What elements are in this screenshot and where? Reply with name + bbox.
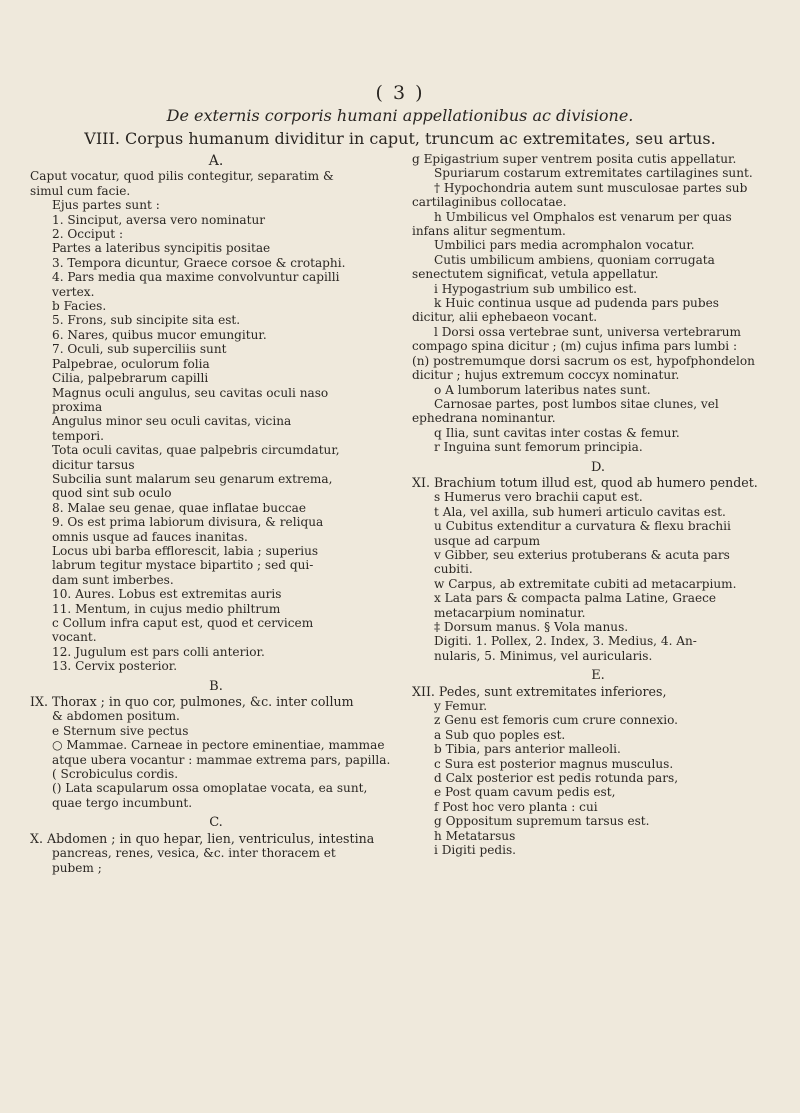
text-line: () Lata scapularum ossa omoplatae vocata, ea sunt, xyxy=(52,781,368,796)
text-line: infans alitur segmentum. xyxy=(412,224,566,239)
text-line: h Umbilicus vel Omphalos est venarum per quas xyxy=(434,209,732,224)
text-line: e Post quam cavum pedis est, xyxy=(434,785,616,800)
text-line: g Epigastrium super ventrem posita cutis appellatur. xyxy=(412,152,737,166)
text-line: 9. Os est prima labiorum divisura, & reliqua xyxy=(52,515,324,530)
section-b-text xyxy=(30,695,402,810)
text-line: o A lumborum lateribus nates sunt. xyxy=(434,382,651,397)
text-line: Cilia, palpebrarum capilli xyxy=(52,371,209,386)
text-line: r Inguina sunt femorum principia. xyxy=(434,440,643,455)
text-line: 5. Frons, sub sincipite sita est. xyxy=(52,313,241,328)
text-line: Partes a lateribus syncipitis positae xyxy=(52,241,271,256)
text-line: Caput vocatur, quod pilis contegitur, separatim & xyxy=(30,169,334,184)
text-line: Spuriarum costarum extremitates cartilagines sunt. xyxy=(434,166,753,181)
text-line: Tota oculi cavitas, quae palpebris circumdatur, xyxy=(52,443,340,458)
text-line: & abdomen positum. xyxy=(52,709,180,724)
section-d-heading: D. xyxy=(590,459,606,475)
text-line: atque ubera vocantur : mammae extrema pars, papilla. xyxy=(52,752,391,767)
text-line: vertex. xyxy=(52,284,95,299)
text-line: Locus ubi barba efflorescit, labia ; superius xyxy=(52,543,319,558)
text-line: quae tergo incumbunt. xyxy=(52,795,193,810)
page-number: ( 3 ) xyxy=(375,82,425,104)
text-line: senectutem significat, vetula appellatur. xyxy=(412,267,659,282)
text-line: f Post hoc vero planta : cui xyxy=(434,799,598,814)
section-b-heading: B. xyxy=(209,678,223,694)
text-line: dicitur ; hujus extremum coccyx nominatur. xyxy=(412,368,680,383)
text-line: cartilaginibus collocatae. xyxy=(412,195,567,210)
section-e-heading: E. xyxy=(591,668,605,684)
text-line: Magnus oculi angulus, seu cavitas oculi naso xyxy=(52,385,329,400)
text-line: ( Scrobiculus cordis. xyxy=(52,767,179,782)
text-line: vocant. xyxy=(52,630,97,645)
text-line: y Femur. xyxy=(434,699,488,714)
text-line: w Carpus, ab extremitate cubiti ad metacarpium. xyxy=(434,576,737,591)
text-line: † Hypochondria autem sunt musculosae partes sub xyxy=(434,180,748,195)
text-line: Carnosae partes, post lumbos sitae clunes, vel xyxy=(434,396,719,411)
text-line: b Tibia, pars anterior malleoli. xyxy=(434,742,621,757)
text-line: ephedrana nominantur. xyxy=(412,411,556,426)
text-line: b Facies. xyxy=(52,299,107,314)
text-line: x Lata pars & compacta palma Latine, Graece xyxy=(434,591,717,606)
text-line: u Cubitus extenditur a curvatura & flexu brachii xyxy=(434,519,731,534)
text-line: ‡ Dorsum manus. § Vola manus. xyxy=(434,620,629,634)
text-line: z Genu est femoris cum crure connexio. xyxy=(434,713,678,728)
text-line: t Ala, vel axilla, sub humeri articulo cavitas est. xyxy=(434,504,726,519)
text-line: e Sternum sive pectus xyxy=(52,723,189,738)
text-line: dam sunt imberbes. xyxy=(52,572,174,587)
text-line: Ejus partes sunt : xyxy=(52,198,160,213)
section-subtitle: VIII. Corpus humanum dividitur in caput, truncum ac extremitates, seu artus. xyxy=(84,129,716,148)
text-line: X. Abdomen ; in quo hepar, lien, ventriculus, intestina xyxy=(30,830,375,846)
text-line: c Sura est posterior magnus musculus. xyxy=(434,756,674,771)
text-line: s Humerus vero brachii caput est. xyxy=(434,490,643,505)
text-line: quod sint sub oculo xyxy=(52,486,172,501)
text-line: 11. Mentum, in cujus medio philtrum xyxy=(52,601,281,616)
text-line: metacarpium nominatur. xyxy=(434,605,586,620)
text-line: 12. Jugulum est pars colli anterior. xyxy=(52,644,265,659)
text-line: 8. Malae seu genae, quae inflatae buccae xyxy=(52,500,306,515)
trunk-text xyxy=(412,152,784,455)
text-line: l Dorsi ossa vertebrae sunt, universa vertebrarum xyxy=(434,324,742,339)
text-line: (n) postremumque dorsi sacrum os est, hypofphondelon xyxy=(412,353,755,368)
text-line: 3. Tempora dicuntur, Graece corsoe & crotaphi. xyxy=(52,255,346,270)
text-line: g Oppositum supremum tarsus est. xyxy=(434,814,650,829)
section-e-text xyxy=(412,685,784,858)
text-line: nularis, 5. Minimus, vel auricularis. xyxy=(434,648,653,663)
text-line: ○ Mammae. Carneae in pectore eminentiae, mammae xyxy=(52,738,385,753)
text-line: i Digiti pedis. xyxy=(434,843,517,858)
text-line: labrum tegitur mystace bipartito ; sed qui- xyxy=(52,558,314,573)
text-line: IX. Thorax ; in quo cor, pulmones, &c. inter collum xyxy=(30,694,354,710)
page-title: De externis corporis humani appellationibus ac divisione. xyxy=(166,106,634,125)
right-column xyxy=(412,152,784,858)
text-line: 4. Pars media qua maxime convolvuntur capilli xyxy=(52,270,340,285)
left-column xyxy=(30,152,402,875)
text-line: pubem ; xyxy=(52,860,102,875)
text-line: Angulus minor seu oculi cavitas, vicina xyxy=(52,414,292,429)
text-line: cubiti. xyxy=(434,562,473,577)
text-line: simul cum facie. xyxy=(30,183,131,198)
text-line: 7. Oculi, sub superciliis sunt xyxy=(52,342,227,357)
text-line: k Huic continua usque ad pudenda pars pubes xyxy=(434,296,719,311)
text-line: 2. Occiput : xyxy=(52,227,124,242)
text-line: a Sub quo poples est. xyxy=(434,727,566,742)
section-a-text xyxy=(30,169,402,673)
text-line: c Collum infra caput est, quod et cervicem xyxy=(52,616,314,630)
text-line: dicitur tarsus xyxy=(52,457,135,472)
text-line: omnis usque ad fauces inanitas. xyxy=(52,529,248,544)
text-line: d Calx posterior est pedis rotunda pars, xyxy=(434,771,679,786)
text-line: Cutis umbilicum ambiens, quoniam corrugata xyxy=(434,252,715,267)
text-line: 13. Cervix posterior. xyxy=(52,659,178,674)
section-a-heading: A. xyxy=(208,153,224,169)
text-line: Subcilia sunt malarum seu genarum extrema, xyxy=(52,471,333,486)
text-line: usque ad carpum xyxy=(434,533,541,548)
text-line: 10. Aures. Lobus est extremitas auris xyxy=(52,587,282,602)
text-line: q Ilia, sunt cavitas inter costas & femur. xyxy=(434,425,680,440)
section-c-heading: C. xyxy=(209,815,223,831)
text-line: XII. Pedes, sunt extremitates inferiores, xyxy=(412,683,667,699)
text-line: pancreas, renes, vesica, &c. inter thoracem et xyxy=(52,846,336,861)
text-line: proxima xyxy=(52,399,103,414)
section-d-text xyxy=(412,476,784,663)
text-line: Umbilici pars media acromphalon vocatur. xyxy=(434,238,695,253)
text-line: 1. Sinciput, aversa vero nominatur xyxy=(52,212,266,227)
text-line: v Gibber, seu exterius protuberans & acuta pars xyxy=(434,547,730,562)
text-line: dicitur, alii ephebaeon vocant. xyxy=(412,310,598,325)
section-c-text xyxy=(30,832,402,875)
text-line: Digiti. 1. Pollex, 2. Index, 3. Medius, 4. An- xyxy=(434,634,697,649)
text-line: tempori. xyxy=(52,428,105,443)
text-line: XI. Brachium totum illud est, quod ab humero pendet. xyxy=(412,474,758,490)
text-line: i Hypogastrium sub umbilico est. xyxy=(434,281,638,296)
text-line: h Metatarsus xyxy=(434,828,516,843)
text-line: 6. Nares, quibus mucor emungitur. xyxy=(52,327,267,342)
text-line: compago spina dicitur ; (m) cujus infima pars lumbi : xyxy=(412,339,738,354)
text-line: Palpebrae, oculorum folia xyxy=(52,356,210,371)
